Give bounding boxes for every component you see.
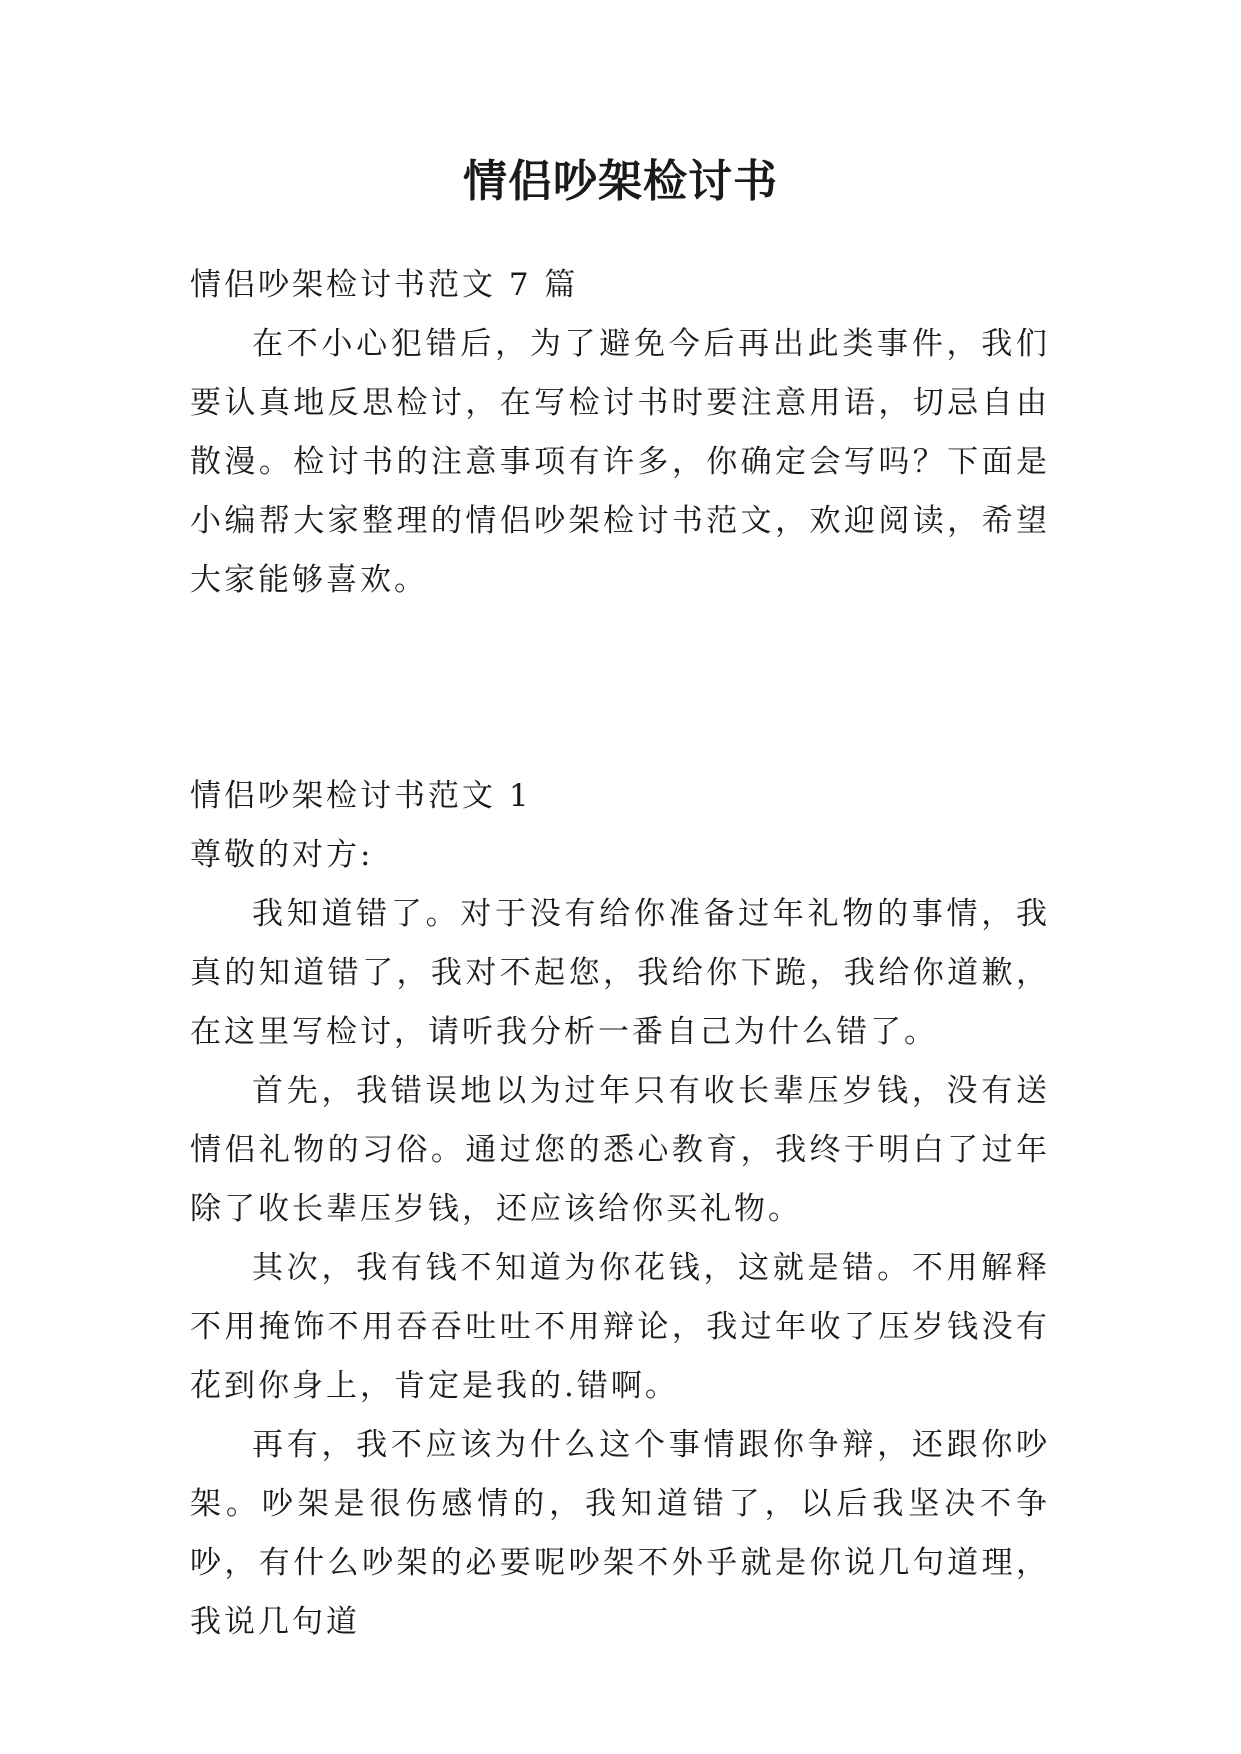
document-title: 情侣吵架检讨书 <box>463 156 778 207</box>
section1-paragraph-4: 再有，我不应该为什么这个事情跟你争辩，还跟你吵架。吵架是很伤感情的，我知道错了，以后我坚决不争吵，有什么吵架的必要呢吵架不外乎就是你说几句道理，我说几句道 <box>190 1427 1050 1640</box>
section1-paragraph-1: 我知道错了。对于没有给你准备过年礼物的事情，我真的知道错了，我对不起您，我给你下跪，我给你道歉，在这里写检讨，请听我分析一番自己为什么错了。 <box>190 896 1050 1050</box>
section-spacer <box>190 610 1050 767</box>
intro-paragraph: 在不小心犯错后，为了避免今后再出此类事件，我们要认真地反思检讨，在写检讨书时要注意用语，切忌自由散漫。检讨书的注意事项有许多，你确定会写吗？下面是小编帮大家整理的情侣吵架检讨书范文，欢迎阅读，希望大家能够喜欢。 <box>190 326 1050 598</box>
section1-heading: 情侣吵架检讨书范文 1 <box>190 778 532 814</box>
section1-salutation: 尊敬的对方: <box>190 837 374 873</box>
section1-paragraph-2: 首先，我错误地以为过年只有收长辈压岁钱，没有送情侣礼物的习俗。通过您的悉心教育，我终于明白了过年除了收长辈压岁钱，还应该给你买礼物。 <box>190 1073 1050 1227</box>
section1-paragraph-3: 其次，我有钱不知道为你花钱，这就是错。不用解释不用掩饰不用吞吞吐吐不用辩论，我过年收了压岁钱没有花到你身上，肯定是我的.错啊。 <box>190 1250 1050 1404</box>
intro-heading: 情侣吵架检讨书范文 7 篇 <box>190 267 579 303</box>
document-body <box>190 256 1050 1652</box>
